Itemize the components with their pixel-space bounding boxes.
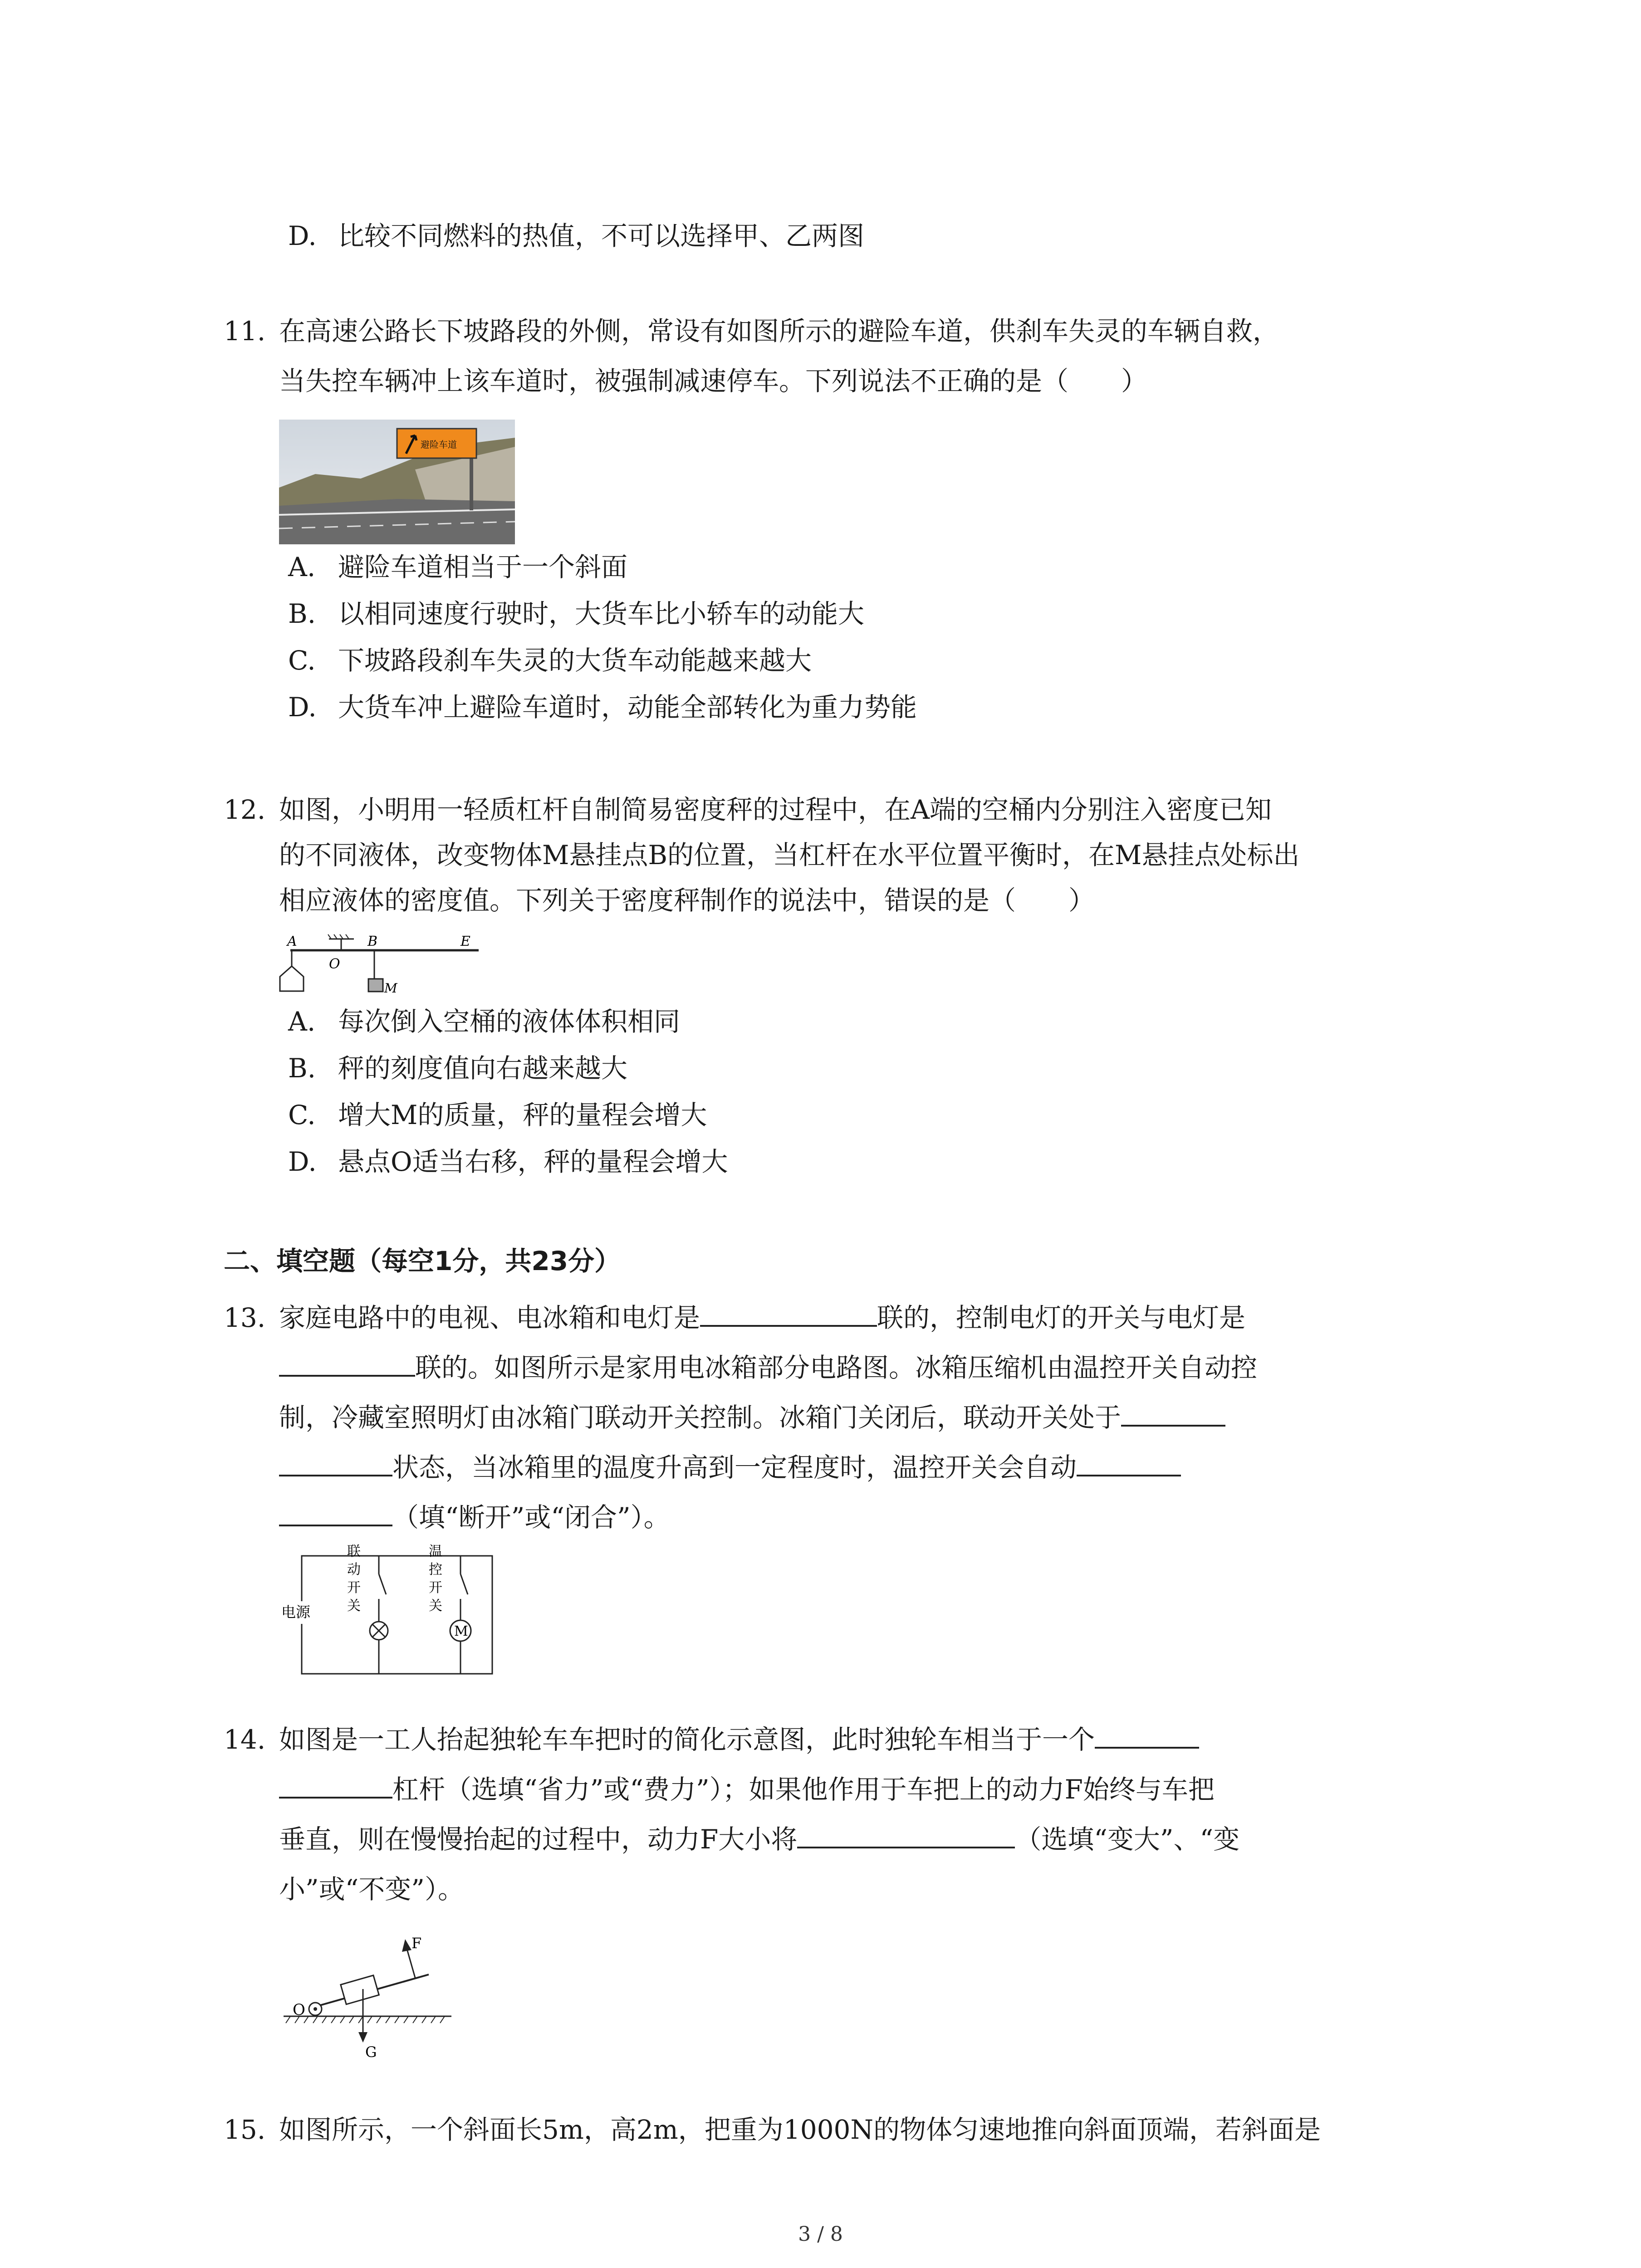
q12-label-b: B — [367, 934, 378, 949]
q14-label-g: G — [365, 2043, 377, 2061]
q13-fridge-circuit-diagram — [279, 1542, 515, 1683]
q12-label-e: E — [460, 934, 470, 949]
q13-switch-2-label — [429, 1544, 442, 1614]
svg-text:开: 开 — [429, 1580, 442, 1596]
q13-line-2: 联的。如图所示是家用电冰箱部分电路图。冰箱压缩机由温控开关自动控 — [279, 1349, 1257, 1386]
q13-power-label: 电源 — [281, 1603, 311, 1621]
q12-option-c: C. 增大M的质量，秤的量程会增大 — [288, 1100, 707, 1130]
q14-line-4: 小”或“不变”）。 — [279, 1874, 464, 1905]
svg-text:关: 关 — [429, 1598, 442, 1614]
q13-line-4: 状态，当冰箱里的温度升高到一定程度时，温控开关会自动 — [279, 1449, 1181, 1486]
question-number-14: 14. — [224, 1724, 266, 1755]
q14-label-f: F — [411, 1935, 422, 1952]
q11-option-c: C. 下坡路段刹车失灵的大货车动能越来越大 — [288, 645, 812, 676]
q13-blank-3b[interactable] — [279, 1451, 392, 1476]
q12-option-d: D. 悬点O适当右移，秤的量程会增大 — [288, 1146, 728, 1177]
q12-line-1: 如图，小明用一轻质杠杆自制简易密度秤的过程中，在A端的空桶内分别注入密度已知 — [279, 794, 1272, 825]
q13-blank-2[interactable] — [279, 1351, 415, 1377]
q11-line-1: 在高速公路长下坡路段的外侧，常设有如图所示的避险车道，供刹车失灵的车辆自救， — [279, 316, 1279, 347]
q11-option-a: A. 避险车道相当于一个斜面 — [288, 552, 628, 582]
svg-text:控: 控 — [429, 1562, 442, 1578]
q14-wheelbarrow-diagram — [279, 1921, 460, 2062]
q12-label-o: O — [329, 956, 340, 972]
section-2-heading: 二、填空题（每空1分，共23分） — [224, 1246, 621, 1276]
svg-text:温: 温 — [429, 1544, 442, 1559]
q11-line-2: 当失控车辆冲上该车道时，被强制减速停车。下列说法不正确的是（ ） — [279, 366, 1148, 396]
q14-blank-1a[interactable] — [1095, 1723, 1199, 1749]
page-number: 3 / 8 — [798, 2223, 843, 2246]
q11-sign-text: 避险车道 — [421, 439, 457, 450]
q12-line-3: 相应液体的密度值。下列关于密度秤制作的说法中，错误的是（ ） — [279, 885, 1095, 916]
q15-line-1: 如图所示，一个斜面长5m，高2m，把重为1000N的物体匀速地推向斜面顶端，若斜面是 — [279, 2114, 1321, 2145]
q13-blank-3a[interactable] — [1121, 1401, 1225, 1427]
q13-blank-4a[interactable] — [1077, 1451, 1181, 1476]
q13-blank-1[interactable] — [700, 1301, 877, 1327]
q12-lever-diagram — [279, 930, 483, 1007]
q14-blank-2[interactable] — [797, 1823, 1015, 1848]
q14-line-3: 垂直，则在慢慢抬起的过程中，动力F大小将 （选填“变大”、“变 — [279, 1824, 1240, 1855]
q13-switch-1-label — [347, 1544, 361, 1614]
question-number-15: 15. — [224, 2114, 266, 2145]
q14-line-2: 杠杆（选填“省力”或“费力”）；如果他作用于车把上的动力F始终与车把 — [279, 1771, 1215, 1808]
q13-motor-label: M — [454, 1623, 468, 1639]
q13-line-5: （填“断开”或“闭合”）。 — [279, 1499, 670, 1535]
q12-label-m: M — [384, 981, 397, 996]
q12-label-a: A — [287, 934, 297, 949]
q13-sw1-char: 联 — [347, 1544, 361, 1559]
q12-option-a: A. 每次倒入空桶的液体体积相同 — [288, 1006, 681, 1037]
svg-text:动: 动 — [347, 1562, 361, 1578]
q13-line-3: 制，冷藏室照明灯由冰箱门联动开关控制。冰箱门关闭后，联动开关处于 — [279, 1399, 1225, 1436]
question-number-11: 11. — [224, 316, 266, 347]
q14-blank-1b[interactable] — [279, 1773, 392, 1799]
q14-line-1: 如图是一工人抬起独轮车车把时的简化示意图，此时独轮车相当于一个 — [279, 1721, 1199, 1758]
svg-text:开: 开 — [347, 1580, 361, 1596]
question-number-12: 12. — [224, 794, 266, 825]
option-d-prev: D. 比较不同燃料的热值，不可以选择甲、乙两图 — [288, 220, 865, 251]
q13-line-1: 家庭电路中的电视、电冰箱和电灯是 联的，控制电灯的开关与电灯是 — [279, 1302, 1246, 1333]
q12-option-b: B. 秤的刻度值向右越来越大 — [288, 1053, 628, 1084]
q11-option-b: B. 以相同速度行驶时，大货车比小轿车的动能大 — [288, 598, 865, 629]
q14-label-o: O — [293, 2001, 305, 2019]
q12-line-2: 的不同液体，改变物体M悬挂点B的位置，当杠杆在水平位置平衡时，在M悬挂点处标出 — [279, 840, 1300, 870]
q11-runaway-ramp-photo — [279, 420, 515, 544]
question-number-13: 13. — [224, 1302, 266, 1333]
q11-option-d: D. 大货车冲上避险车道时，动能全部转化为重力势能 — [288, 692, 917, 723]
q13-blank-4b[interactable] — [279, 1501, 392, 1526]
svg-text:关: 关 — [347, 1598, 361, 1614]
